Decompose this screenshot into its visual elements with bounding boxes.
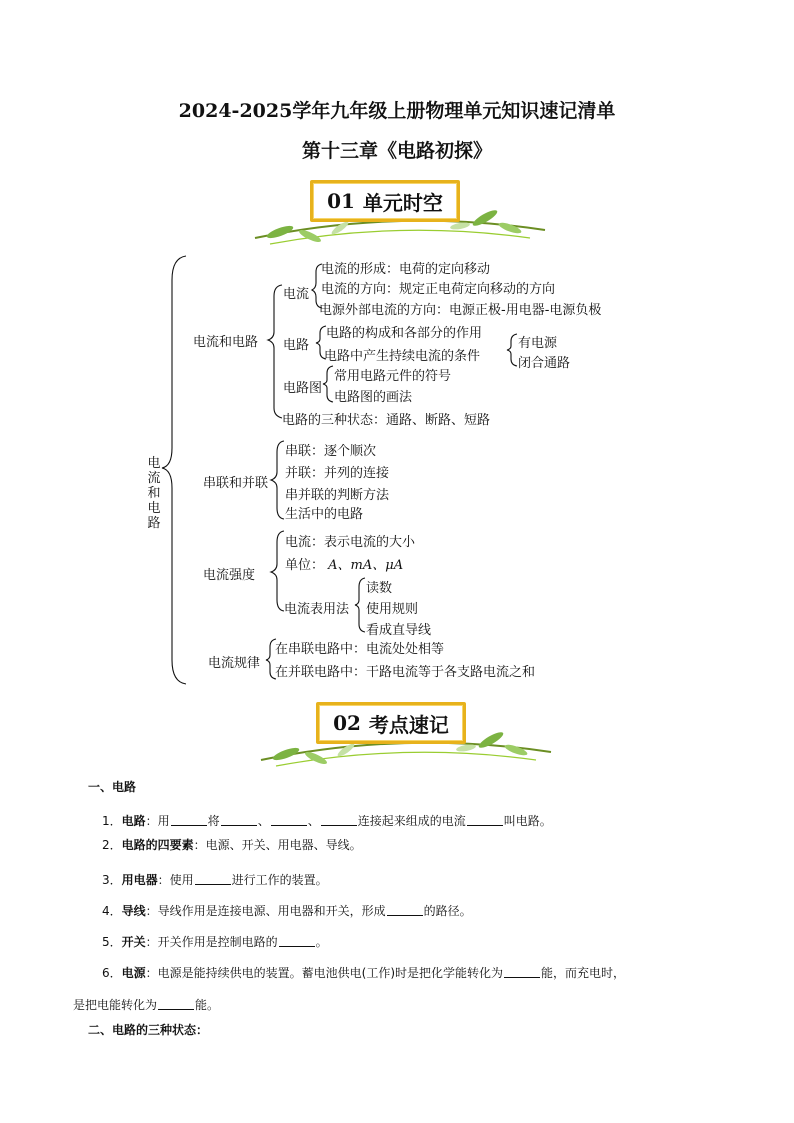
fill-blank[interactable]: [271, 813, 307, 826]
item-text: 能，而充电时，: [541, 966, 626, 980]
banner-number: 02: [333, 711, 361, 735]
leaf-current-formation: 电流的形成：电荷的定向移动: [321, 262, 491, 277]
leaf-external-current-direction: 电源外部电流的方向：电源正极-用电器-电源负极: [319, 303, 602, 318]
branch-series-parallel: 串联和并联: [203, 476, 269, 491]
banner-label-box: [316, 702, 466, 744]
branch-current-and-circuit: 电流和电路: [193, 335, 259, 350]
fill-blank[interactable]: [467, 813, 503, 826]
item-switch: [102, 933, 328, 950]
units-label: 单位：: [285, 558, 325, 573]
item-number: 5．: [102, 935, 122, 949]
fill-blank[interactable]: [221, 813, 257, 826]
fill-blank[interactable]: [504, 965, 540, 978]
item-text: ：电源是能持续供电的装置。蓄电池供电(工作)时是把化学能转化为: [145, 966, 504, 980]
item-text: 进行工作的装置。: [231, 873, 328, 887]
item-text: ：开关作用是控制电路的: [145, 935, 278, 949]
leaf-closed-path: 闭合通路: [518, 356, 571, 371]
item-number: 3．: [102, 873, 122, 887]
leaf-diagram-drawing: 电路图的画法: [334, 390, 413, 405]
fill-blank[interactable]: [279, 934, 315, 947]
section-heading-three-states: 二、电路的三种状态：: [88, 1023, 209, 1037]
item-text: ：用: [145, 814, 170, 828]
item-text: 的路径。: [423, 904, 472, 918]
node-circuit: 电路: [283, 338, 310, 353]
fill-blank[interactable]: [195, 872, 231, 885]
leaf-current-meaning: 电流：表示电流的大小: [285, 535, 416, 550]
fill-blank[interactable]: [171, 813, 207, 826]
item-circuit-definition: [102, 812, 552, 829]
item-text: ：导线作用是连接电源、用电器和开关，形成: [145, 904, 386, 918]
item-text: ：电源、开关、用电器、导线。: [193, 838, 362, 852]
leaf-judgement-method: 串并联的判断方法: [285, 488, 390, 503]
leaf-series: 串联：逐个顺次: [285, 444, 377, 459]
item-number: 2．: [102, 838, 122, 852]
item-text: 能。: [195, 998, 220, 1012]
branch-current-laws: 电流规律: [208, 656, 261, 671]
leaf-has-power-source: 有电源: [518, 336, 558, 351]
item-appliance: [102, 871, 328, 888]
leaf-continuous-current-condition: 电路中产生持续电流的条件: [324, 349, 481, 364]
leaf-parallel: 并联：并列的连接: [285, 466, 390, 481]
leaf-component-symbols: 常用电路元件的符号: [334, 369, 452, 384]
node-circuit-diagram: 电路图: [283, 381, 323, 396]
section-banner-02: [256, 702, 556, 772]
item-term: 电源: [121, 966, 146, 980]
leaf-straight-wire: 看成直导线: [366, 623, 432, 638]
fill-blank[interactable]: [387, 903, 423, 916]
item-text: 叫电路。: [503, 814, 552, 828]
item-text: ：使用: [157, 873, 194, 887]
item-number: 4．: [102, 904, 122, 918]
fill-blank[interactable]: [321, 813, 357, 826]
item-number: 1．: [102, 814, 122, 828]
item-four-elements: [102, 836, 362, 853]
item-number: 6．: [102, 966, 122, 980]
item-text: 、: [257, 814, 270, 828]
leaf-usage-rules: 使用规则: [366, 602, 419, 617]
banner-label: 考点速记: [368, 712, 449, 737]
node-ammeter-usage: 电流表用法: [284, 602, 350, 617]
leaf-household-circuits: 生活中的电路: [285, 507, 364, 522]
item-text: 将: [207, 814, 220, 828]
item-power-source: [102, 964, 625, 981]
units-values: A、mA、μA: [328, 558, 404, 573]
item-text: 是把电能转化为: [73, 998, 158, 1012]
leaf-current-direction: 电流的方向：规定正电荷定向移动的方向: [321, 282, 556, 297]
leaf-parallel-law: 在并联电路中：干路电流等于各支路电流之和: [275, 665, 536, 680]
item-term: 电路: [121, 814, 146, 828]
section-heading-circuit: 一、电路: [88, 780, 137, 794]
banner-number: 01: [327, 189, 355, 213]
leaf-units: [285, 554, 403, 573]
branch-current-intensity: 电流强度: [203, 568, 256, 583]
leaf-three-states: 电路的三种状态：通路、断路、短路: [282, 413, 491, 428]
item-term: 导线: [121, 904, 146, 918]
item-text: 连接起来组成的电流: [357, 814, 466, 828]
chapter-title: 第十三章《电路初探》: [301, 140, 492, 162]
leaf-series-law: 在串联电路中：电流处处相等: [275, 642, 445, 657]
item-term: 开关: [121, 935, 146, 949]
mindmap-root: 电流和电路: [147, 456, 161, 531]
item-text: 、: [307, 814, 320, 828]
item-text: 。: [315, 935, 328, 949]
document-title: 2024-2025学年九年级上册物理单元知识速记清单: [178, 100, 616, 122]
banner-label: 单元时空: [362, 190, 443, 215]
fill-blank[interactable]: [158, 997, 194, 1010]
item-term: 用电器: [121, 873, 158, 887]
item-wire: [102, 902, 472, 919]
item-power-source-continued: [73, 996, 219, 1013]
leaf-reading: 读数: [366, 581, 393, 596]
item-term: 电路的四要素: [121, 838, 194, 852]
leaf-circuit-composition: 电路的构成和各部分的作用: [326, 326, 483, 341]
node-current: 电流: [283, 287, 310, 302]
